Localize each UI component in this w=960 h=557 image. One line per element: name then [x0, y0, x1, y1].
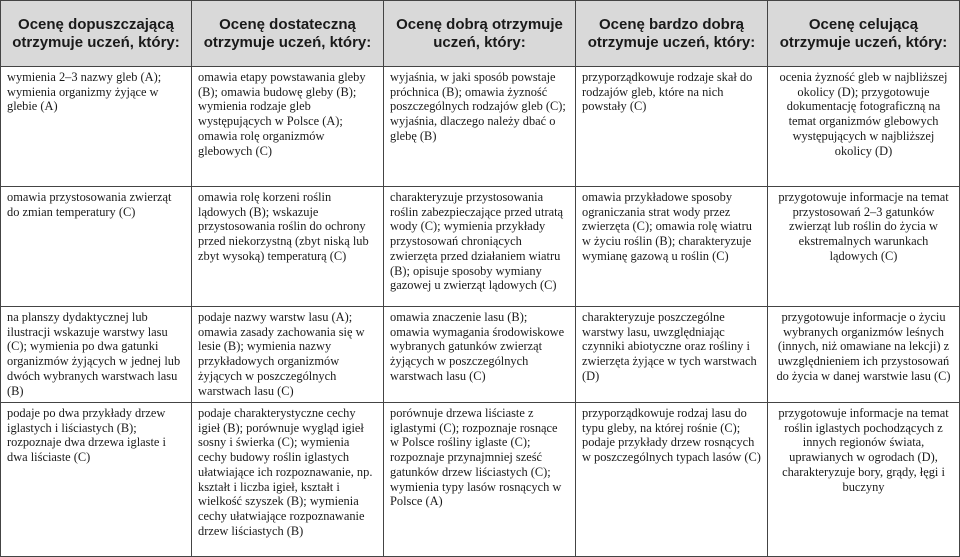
table-cell: podaje nazwy warstw lasu (A); omawia zasady zachowania się w lesie (B); wymienia nazwy przykładowych organizmów żyjących w poszczególnych warstwach lasu (C)	[192, 307, 384, 403]
table-cell: wyjaśnia, w jaki sposób powstaje próchnica (B); omawia żyzność poszczególnych rodzajów gleb (C); wyjaśnia, dlaczego należy dbać o glebę (B)	[384, 67, 576, 187]
table-cell: podaje po dwa przykłady drzew iglastych i liściastych (B); rozpoznaje dwa drzewa iglaste i dwa liściaste (C)	[0, 403, 192, 557]
table-cell: wymienia 2–3 nazwy gleb (A); wymienia organizmy żyjące w glebie (A)	[0, 67, 192, 187]
table-cell: omawia etapy powstawania gleby (B); omawia budowę gleby (B); wymienia rodzaje gleb występujących w Polsce (A); omawia rolę organizmów glebowych (C)	[192, 67, 384, 187]
table-cell: podaje charakterystyczne cechy igieł (B); porównuje wygląd igieł sosny i świerka (C); wymienia cechy budowy roślin iglastych ułatwiające ich rozpoznawanie, np. kształt i liczba igieł, kształt i wielkość szyszek (B); wymienia cechy ułatwiające rozpoznawanie drzew liściastych (B)	[192, 403, 384, 557]
column-header-celujaca: Ocenę celującą otrzymuje uczeń, który:	[768, 1, 960, 67]
table-cell: przyporządkowuje rodzaj lasu do typu gleby, na której rośnie (C); podaje przykłady drzew rosnących w poszczególnych typach lasów (C)	[576, 403, 768, 557]
table-cell: omawia przykładowe sposoby ograniczania strat wody przez zwierzęta (C); omawia rolę wiatru w życiu roślin (B); charakteryzuje wymianę gazową u roślin (C)	[576, 187, 768, 307]
column-header-bardzo-dobra: Ocenę bardzo dobrą otrzymuje uczeń, który:	[576, 1, 768, 67]
table-cell: przygotowuje informacje na temat przystosowań 2–3 gatunków zwierząt lub roślin do życia w ekstremalnych warunkach lądowych (C)	[768, 187, 960, 307]
table-cell: na planszy dydaktycznej lub ilustracji wskazuje warstwy lasu (C); wymienia po dwa gatunki organizmów żyjących w jednej lub dwóch wybranych warstwach lasu (B)	[0, 307, 192, 403]
table-cell: przyporządkowuje rodzaje skał do rodzajów gleb, które na nich powstały (C)	[576, 67, 768, 187]
table-cell: omawia przystosowania zwierząt do zmian temperatury (C)	[0, 187, 192, 307]
table-cell: charakteryzuje przystosowania roślin zabezpieczające przed utratą wody (C); wymienia przykłady przystosowań chroniących zwierzęta przed działaniem wiatru (B); opisuje sposoby wymiany gazowej u zwierząt lądowych (C)	[384, 187, 576, 307]
table-cell: przygotowuje informacje na temat roślin iglastych pochodzących z innych regionów świata, uprawianych w ogrodach (D), charakteryzuje bory, grądy, łęgi i buczyny	[768, 403, 960, 557]
column-header-dopuszczajaca: Ocenę dopuszczającą otrzymuje uczeń, który:	[0, 1, 192, 67]
column-header-dostateczna: Ocenę dostateczną otrzymuje uczeń, który:	[192, 1, 384, 67]
table-cell: charakteryzuje poszczególne warstwy lasu, uwzględniając czynniki abiotyczne oraz rośliny i zwierzęta żyjące w tych warstwach (D)	[576, 307, 768, 403]
table-cell: omawia rolę korzeni roślin lądowych (B); wskazuje przystosowania roślin do ochrony przed niekorzystną (zbyt niską lub zbyt wysoką) temperaturą (C)	[192, 187, 384, 307]
table-cell: porównuje drzewa liściaste z iglastymi (C); rozpoznaje rosnące w Polsce rośliny iglaste (C); rozpoznaje przynajmniej sześć gatunków drzew liściastych (C); wymienia typy lasów rosnących w Polsce (A)	[384, 403, 576, 557]
table-cell: przygotowuje informacje o życiu wybranych organizmów leśnych (innych, niż omawiane na lekcji) z uwzględnieniem ich przystosowań do życia w danej warstwie lasu (C)	[768, 307, 960, 403]
table-cell: ocenia żyzność gleb w najbliższej okolicy (D); przygotowuje dokumentację fotograficzną na temat organizmów glebowych występujących w najbliższej okolicy (D)	[768, 67, 960, 187]
table-cell: omawia znaczenie lasu (B); omawia wymagania środowiskowe wybranych gatunków zwierząt żyjących w poszczególnych warstwach lasu (C)	[384, 307, 576, 403]
column-header-dobra: Ocenę dobrą otrzymuje uczeń, który:	[384, 1, 576, 67]
